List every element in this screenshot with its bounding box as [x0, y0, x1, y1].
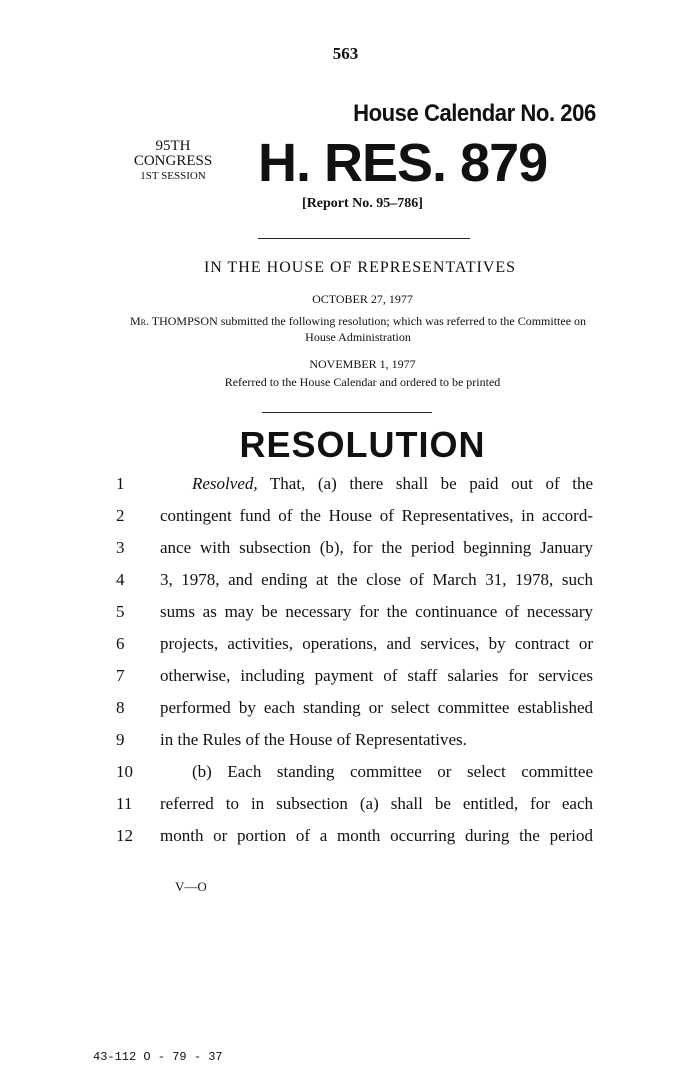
line-number: 4: [116, 570, 125, 589]
line-number: 10: [116, 762, 133, 781]
sponsor-name: Mr. THOMPSON: [129, 314, 218, 328]
text-line: [0, 794, 691, 826]
line-number: 9: [116, 730, 125, 749]
text-line: [0, 474, 691, 506]
line-number: 8: [116, 698, 125, 717]
line-text: in the Rules of the House of Representatives.: [160, 730, 467, 749]
text-line: [0, 826, 691, 858]
action-text: submitted the following resolution; which was referred to the Committee on House Administration: [220, 314, 587, 344]
line-text: referred to in subsection (a) shall be entitled, for each: [160, 794, 593, 813]
page-number: 563: [332, 44, 359, 63]
history-date: NOVEMBER 1, 1977: [309, 357, 416, 371]
line-text: 3, 1978, and ending at the close of March 31, 1978, such: [160, 570, 593, 589]
footer-code: V—O: [175, 879, 207, 894]
line-number: 3: [116, 538, 125, 557]
report-number: [Report No. 95–786]: [302, 196, 423, 211]
text-line: [0, 538, 691, 570]
session-label: 1ST SESSION: [140, 170, 206, 182]
line-number: 5: [116, 602, 125, 621]
text-line: [0, 634, 691, 666]
divider: [262, 412, 432, 413]
line-text: ance with subsection (b), for the period beginning January: [160, 538, 593, 557]
chamber-heading: IN THE HOUSE OF REPRESENTATIVES: [203, 259, 517, 276]
print-code: 43-112 O - 79 - 37: [93, 1050, 223, 1064]
line-text: otherwise, including payment of staff salaries for services: [160, 666, 593, 685]
line-number: 7: [116, 666, 125, 685]
line-number: 11: [116, 794, 133, 813]
congress-number: 95TH CONGRESS: [133, 138, 213, 169]
line-text: contingent fund of the House of Representatives, in accord-: [160, 506, 593, 525]
line-number: 1: [116, 474, 125, 493]
resolved-word: Resolved,: [192, 474, 258, 493]
history-date: OCTOBER 27, 1977: [312, 292, 413, 306]
line-text: Resolved, That, (a) there shall be paid out of the: [192, 474, 593, 493]
text-line: [0, 698, 691, 730]
text-line: [0, 666, 691, 698]
line-number: 12: [116, 826, 133, 845]
line-text: sums as may be necessary for the continuance of necessary: [160, 602, 593, 621]
text-line: [0, 506, 691, 538]
congress-session: [118, 139, 228, 184]
line-text: month or portion of a month occurring during the period: [160, 826, 593, 845]
line-text: projects, activities, operations, and services, by contract or: [160, 634, 593, 653]
line-text: (b) Each standing committee or select committee: [192, 762, 593, 781]
text-line: [0, 762, 691, 794]
history-action: [116, 313, 600, 345]
line-number: 2: [116, 506, 125, 525]
text-line: [0, 570, 691, 602]
line-text: performed by each standing or select committee established: [160, 698, 593, 717]
resolution-heading: RESOLUTION: [239, 424, 486, 465]
line-number: 6: [116, 634, 125, 653]
house-calendar-number: House Calendar No. 206: [353, 100, 596, 127]
bill-number: H. RES. 879: [258, 133, 548, 193]
history-action: Referred to the House Calendar and ordered to be printed: [224, 375, 501, 389]
divider: [258, 238, 470, 239]
text-line: [0, 730, 691, 762]
text-line: [0, 602, 691, 634]
